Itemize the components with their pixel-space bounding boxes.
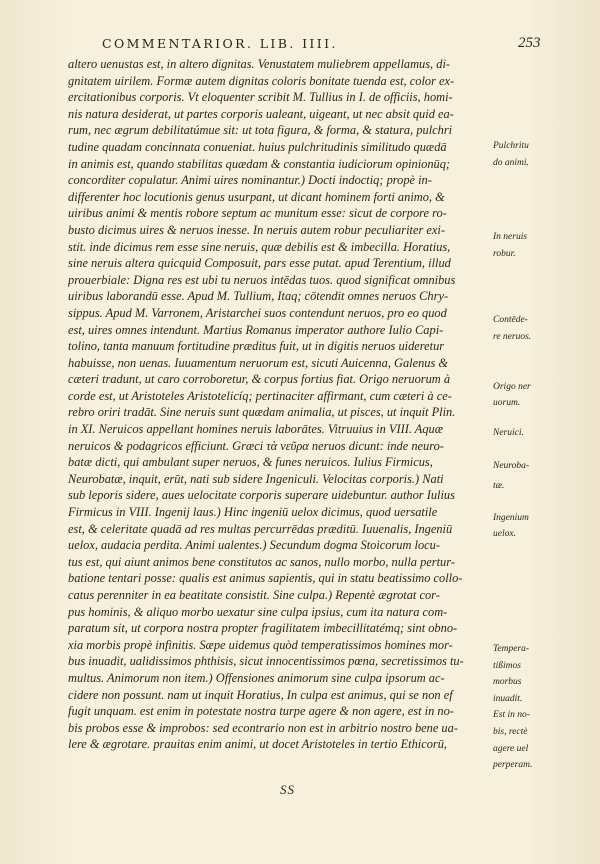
margin-note: In neruis: [493, 232, 528, 243]
text-line: tudine quadam concinnata conueniat. huius pulchritudinis similitudo quædā: [68, 139, 447, 154]
margin-note: uelox.: [493, 529, 516, 540]
margin-note: inuadit.: [493, 693, 523, 704]
margin-note: Neruici.: [493, 428, 524, 439]
margin-note: Pulchritu: [493, 141, 529, 151]
margin-note: Tempera-: [493, 643, 530, 654]
text-line: sine neruis altera quicquid Composuit, pars esse putat. apud Terentium, illud: [68, 256, 451, 271]
text-line: differenter hoc locutionis genus usurpant, ut dicant hominem forti animo, &: [68, 189, 445, 204]
text-line: batione tentari posse: qualis est animus sapientis, qui in statu beatissimo collo-: [68, 571, 463, 586]
text-line: batæ dicti, qui ambulant super neruos, & funes neruicos. Iulius Firmicus,: [68, 455, 433, 470]
text-line: altero uenustas est, in altero dignitas. Venustatem muliebrem appellamus, di-: [68, 57, 451, 71]
text-line: catus perenniter in ea beatitate consistit. Sine culpa.) Repentè ægrotat cor-: [68, 588, 440, 602]
text-line: corde est, ut Aristoteles Aristotelicíq; pertinaciter affirmant, cum cæteri à ce-: [68, 388, 452, 403]
margin-note: do animi.: [493, 157, 529, 168]
text-line: Neurobatæ, inquit, erūt, nati sub sidere Ingeniculi. Velocitas corporis.) Nati: [68, 471, 444, 486]
text-line: uelox, audacia perdita. Animi ualentes.) Secundum dogma Stoicorum locu-: [68, 538, 440, 553]
text-line: xia morbis propè infinitis. Sæpe uidemus quòd temperatissimos homines mor-: [68, 637, 453, 652]
text-line: lere & ægrotare. prauitas enim animi, ut docet Aristoteles in tertio Ethicorū,: [68, 737, 448, 752]
running-head: COMMENTARIOR. LIB. IIII.: [102, 36, 338, 51]
margin-note: uorum.: [493, 398, 521, 409]
text-line: busto dicimus uires & neruos inesse. In neruis autem robur peculiariter exi-: [68, 222, 445, 237]
margin-note: Contēde-: [493, 315, 528, 326]
text-line: ercitationibus corporis. Vt eloquenter scribit M. Tullius in I. de officiis, homi-: [68, 90, 453, 105]
margin-note: Est in no-: [493, 710, 530, 721]
page-header: [0, 36, 600, 56]
text-line: gnitatem uirilem. Formæ autem dignitas coloris bonitate tuenda est, color ex-: [68, 73, 455, 88]
margin-note: perperam.: [493, 760, 533, 771]
margin-note: Ingenium: [493, 512, 529, 523]
text-line: paratum sit, ut corpora nostra propter fragilitatem imbecillitatémq; sint obno-: [68, 621, 458, 636]
text-line: tolino, tanta manuum fortitudine præditus fuit, ut in digitis neruos uideretur: [68, 339, 445, 354]
signature-mark: SS: [280, 782, 295, 797]
margin-note: bis, rectè: [493, 726, 528, 737]
text-line: bus inuadit, ualidissimos phthisis, sicut innocentissimos pœna, secretissimos tu-: [68, 654, 464, 669]
folio-number: 253: [518, 35, 541, 51]
text-line: in XI. Neruicos appellant homines neruis laborātes. Vitruuius in VIII. Aquæ: [68, 422, 444, 437]
text-line: prouerbiale: Digna res est ubi tu neruos intēdas tuos. quod significat omnibus: [68, 272, 456, 287]
margin-note: morbus: [493, 677, 522, 688]
text-line: uiribus animi & mentis robore septum ac munitum esse: sicut de corpore ro-: [68, 206, 447, 221]
text-line: habuisse, non uenas. Iuuamentum neruorum est, sicuti Auicenna, Galenus &: [68, 355, 449, 370]
text-line: est, & celeritate quadā ad res multas percurrēdas præditū. Iuuenalis, Ingeniū: [68, 521, 453, 536]
margin-note: re neruos.: [493, 331, 532, 342]
text-line: sippus. Apud M. Varronem, Aristarchei suos contendunt neruos, pro eo quod: [68, 305, 447, 320]
text-line: est, uires omnes intendunt. Martius Romanus imperator authore Iulio Capi-: [68, 322, 444, 337]
margin-note: agere uel: [493, 743, 529, 754]
text-line: bis probos esse & improbos: sed econtrario non est in arbitrio nostro bene ua-: [68, 720, 458, 735]
margin-note: tißimos: [493, 660, 521, 671]
text-line: cæteri tradunt, ut caro corroboretur, & corpus fortius fiat. Origo neruorum à: [68, 372, 451, 387]
text-line: sub leporis sidere, aues uelocitate corporis superare uidebuntur. author Iulius: [68, 488, 455, 503]
text-line: fugit unquam. est enim in potestate nostra turpe agere & non agere, est in no-: [68, 704, 454, 719]
margin-note: Origo ner: [493, 381, 531, 392]
margin-note: Neuroba-: [493, 461, 530, 472]
text-line: pus hominis, & aliquo morbo uexatur sine culpa ipsius, cum ita natura com-: [68, 604, 448, 619]
margin-note: tæ.: [493, 481, 505, 492]
text-line: rum, nec ægrum debilitatúmue sit: ut tota figura, & forma, & statura, pulchri: [68, 123, 453, 138]
text-line: rebro oriri tradāt. Sine neruis sunt quædam animalia, ut pisces, ut inquit Plin.: [68, 405, 456, 420]
text-line: concorditer copulatur. Animi uires nominantur.) Docti indoctiq; propè in-: [68, 173, 432, 188]
margin-note: robur.: [493, 248, 516, 259]
text-line: tus est, qui aiunt animos bene constitutos ac sanos, nullo morbo, nulla pertur-: [68, 554, 455, 569]
text-line: neruicos & podagricos efficiunt. Græci τὰ νεῦρα neruos dicunt: inde neuro-: [68, 438, 444, 453]
text-line: nis natura desiderat, ut partes corporis ualeant, uigeant, ut nec absit quid ea-: [68, 106, 454, 121]
text-line: cidere non possunt. nam ut inquit Horatius, In culpa est animus, qui se non ef: [68, 687, 453, 702]
text-line: stit. inde dicimus rem esse sine neruis, quæ debilis est & imbecilla. Horatius,: [68, 239, 451, 254]
text-line: uiribus laborandū esse. Apud M. Tullium, Itaq; cōtendit omnes neruos Chry-: [68, 289, 449, 304]
text-line: multus. Animorum non item.) Offensiones animorum sine culpa ipsorum ac-: [68, 670, 445, 685]
main-text-column: [68, 56, 488, 753]
text-line: Firmicus in VIII. Ingenij laus.) Hinc ingeniū uelox dicimus, quod uersatile: [68, 505, 438, 520]
text-line: in animis est, quando stabilitas quædam & constantia iudiciorum opinionūq;: [68, 156, 451, 171]
